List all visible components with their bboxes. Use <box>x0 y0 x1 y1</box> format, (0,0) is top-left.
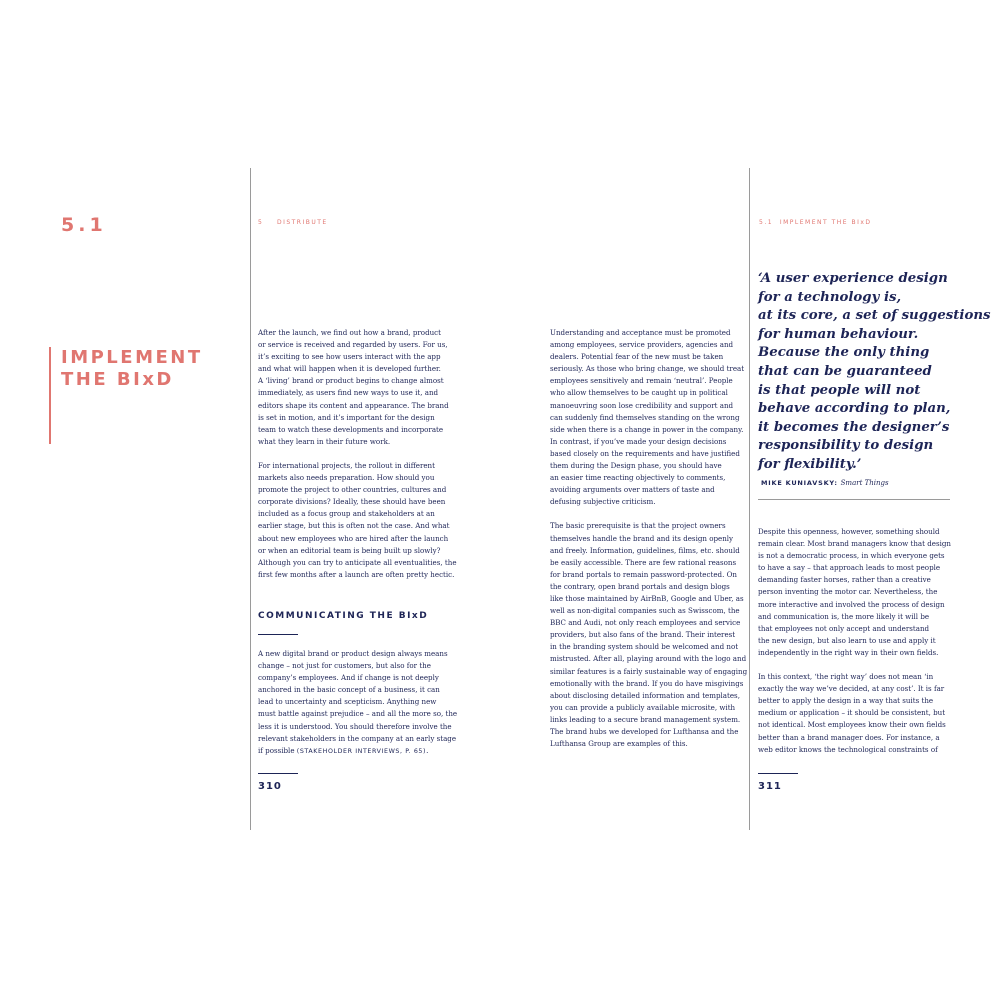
quote-attribution <box>761 479 889 487</box>
text-line: team to watch these developments and incorporate <box>258 424 444 434</box>
text-line: In contrast, if you’ve made your design decisions <box>550 436 727 446</box>
running-head-left: 5 DISTRIBUTE <box>258 219 328 226</box>
text-line: well as non-digital companies such as Swisscom, the <box>550 606 740 616</box>
text-line: them during the Design phase, you should have <box>550 461 722 471</box>
text-line: links leading to a secure brand management system. <box>550 714 741 724</box>
section-subheading: COMMUNICATING THE BIxD <box>258 611 429 621</box>
text-line: must battle against prejudice – and all the more so, the <box>258 709 458 719</box>
text-line: Lufthansa Group are examples of this. <box>550 739 688 749</box>
pull-quote <box>758 270 991 475</box>
text-line: behave according to plan, <box>758 401 951 417</box>
subheading-rule <box>258 634 298 635</box>
paragraph <box>758 526 951 659</box>
text-line: mistrusted. After all, playing around with the logo and <box>550 654 747 664</box>
quote-rule <box>758 499 950 500</box>
text-line: more interactive and involved the process of design <box>758 599 945 609</box>
text-line: The basic prerequisite is that the project owners <box>550 521 726 531</box>
text-line: about disclosing detailed information and templates, <box>550 690 740 700</box>
text-line: or when an editorial team is being built up slowly? <box>258 545 441 555</box>
page-number-right: 311 <box>758 781 782 792</box>
text-line: it’s exciting to see how users interact with the app <box>258 352 441 362</box>
chapter-title-line: IMPLEMENT <box>61 347 203 368</box>
text-line: for human behaviour. <box>758 326 919 342</box>
text-line: markets also needs preparation. How should you <box>258 473 435 483</box>
text-line: Because the only thing <box>758 345 930 361</box>
text-line: it becomes the designer’s <box>758 419 950 435</box>
text-line: relevant stakeholders in the company at an early stage <box>258 733 457 743</box>
text-line: In this context, ‘the right way’ does not mean ‘in <box>758 672 934 682</box>
text-line: immediately, as users find new ways to use it, and <box>258 388 439 398</box>
text-line: The brand hubs we developed for Lufthansa and the <box>550 727 739 736</box>
text-line: A ‘living’ brand or product begins to change almost <box>258 376 444 386</box>
page-edge-left <box>250 168 251 830</box>
paragraph <box>258 648 457 758</box>
text-line: avoiding arguments over matters of taste and <box>550 485 715 495</box>
quote-author: MIKE KUNIAVSKY: <box>761 479 838 487</box>
text-line: lead to uncertainty and scepticism. Anything new <box>258 697 437 707</box>
text-line: similar features is a fairly sustainable way of engaging <box>550 666 748 676</box>
text-line: providers, but also fans of the brand. Their interest <box>550 630 736 640</box>
text-line: for flexibility.’ <box>758 456 862 472</box>
quote-source: Smart Things <box>840 479 889 487</box>
text-line: web editor knows the technological constraints of <box>758 744 938 754</box>
text-line: For international projects, the rollout in different <box>258 460 435 470</box>
text-line: is set in motion, and it’s important for the design <box>258 412 435 422</box>
text-line: BBC and Audi, not only reach employees and service <box>550 618 741 628</box>
text-line: among employees, service providers, agencies and <box>550 340 734 350</box>
paragraph <box>258 460 457 581</box>
text-line: in the branding system should be welcomed and not <box>550 642 739 652</box>
text-line: medium or application – it should be consistent, but <box>758 708 946 718</box>
folio-rule <box>258 773 298 774</box>
text-line: about new employees who are hired after the launch <box>258 533 449 543</box>
text-line: if possible (STAKEHOLDER INTERVIEWS, P. 65). <box>258 745 429 755</box>
text-line: and what will happen when it is developed further. <box>258 364 441 374</box>
body-column-1 <box>258 327 457 593</box>
text-line: Although you can try to anticipate all eventualities, the <box>258 557 457 567</box>
text-line: the contrary, open brand portals and design blogs <box>550 581 730 591</box>
body-column-1-continued <box>258 648 457 770</box>
text-line: person inventing the motor car. Nevertheless, the <box>758 587 938 597</box>
text-line: defusing subjective criticism. <box>550 497 656 507</box>
chapter-title <box>61 347 203 391</box>
text-line: Understanding and acceptance must be promoted <box>550 328 731 337</box>
text-line: based closely on the requirements and have justified <box>550 448 740 458</box>
text-line: less it is understood. You should therefore involve the <box>258 721 452 731</box>
text-line: side when there is a change in power in the company. <box>550 424 744 434</box>
chapter-number: 5.1 <box>61 214 107 236</box>
text-line: demanding faster horses, rather than a creative <box>758 575 931 585</box>
text-line: included as a focus group and stakeholders at an <box>258 509 435 519</box>
page-number-left: 310 <box>258 781 282 792</box>
paragraph <box>758 671 951 756</box>
text-line: responsibility to design <box>758 438 934 454</box>
text-line: seriously. As those who bring change, we should treat <box>550 364 745 374</box>
text-line: earlier stage, but this is often not the case. And what <box>258 521 450 531</box>
paragraph <box>258 327 457 448</box>
folio-rule <box>758 773 798 774</box>
text-line: manoeuvring soon lose credibility and support and <box>550 400 734 410</box>
text-line: who allow themselves to be caught up in political <box>550 388 728 398</box>
text-line: emotionally with the brand. If you do have misgivings <box>550 678 744 688</box>
text-line: you can provide a publicly available microsite, with <box>550 702 736 712</box>
running-head-right: 5.1 IMPLEMENT THE BIxD <box>759 219 872 226</box>
text-line: is not a democratic process, in which everyone gets <box>758 551 945 561</box>
text-line: can suddenly find themselves standing on the wrong <box>550 412 740 422</box>
text-line: or service is received and regarded by users. For us, <box>258 340 448 350</box>
text-line: what they learn in their future work. <box>258 436 391 446</box>
text-line: A new digital brand or product design always means <box>258 649 448 658</box>
text-line: is that people will not <box>758 382 921 398</box>
text-line: at its core, a set of suggestions <box>758 308 991 324</box>
page-edge-right <box>749 168 750 830</box>
text-line: editors shape its content and appearance. The brand <box>258 400 449 410</box>
text-line: company’s employees. And if change is not deeply <box>258 673 439 683</box>
text-line: and freely. Information, guidelines, films, etc. should <box>550 545 740 555</box>
text-line: better to apply the design in a way that suits the <box>758 696 934 706</box>
paragraph <box>550 327 747 508</box>
text-line: change – not just for customers, but also for the <box>258 661 431 671</box>
text-line: remain clear. Most brand managers know that design <box>758 539 951 549</box>
text-line: employees sensitively and remain ‘neutral’. People <box>550 376 733 386</box>
text-line: that can be guaranteed <box>758 363 932 379</box>
text-line: themselves handle the brand and its design openly <box>550 533 734 543</box>
text-line: for a technology is, <box>758 289 902 305</box>
cross-reference: (STAKEHOLDER INTERVIEWS, P. 65) <box>296 747 427 755</box>
text-line: like those maintained by AirBnB, Google and Uber, as <box>550 593 744 603</box>
chapter-title-line: THE BIxD <box>61 369 174 390</box>
text-line: independently in the right way in their own fields. <box>758 647 939 657</box>
text-line: dealers. Potential fear of the new must be taken <box>550 352 724 362</box>
text-line: anchored in the basic concept of a business, it can <box>258 685 440 695</box>
text-line: After the launch, we find out how a brand, product <box>258 328 442 337</box>
text-line: an easier time reacting objectively to comments, <box>550 473 726 483</box>
text-line: better than a brand manager does. For instance, a <box>758 732 940 742</box>
text-line: for brand portals to remain password-protected. On <box>550 569 737 579</box>
text-line: that employees not only accept and understand <box>758 623 930 633</box>
text-line: the new design, but also learn to use and apply it <box>758 635 936 645</box>
text-line: exactly the way we’ve decided, at any cost’. It is far <box>758 684 945 694</box>
accent-bar <box>49 347 51 444</box>
text-line: corporate divisions? Ideally, these should have been <box>258 497 446 507</box>
text-line: be easily accessible. There are few rational reasons <box>550 557 737 567</box>
text-line: and communication is, the more likely it will be <box>758 611 930 621</box>
body-column-2 <box>550 327 747 762</box>
text-line: first few months after a launch are often pretty hectic. <box>258 569 455 579</box>
text-line: ‘A user experience design <box>758 271 948 286</box>
text-line: Despite this openness, however, something should <box>758 527 940 536</box>
text-line: not identical. Most employees know their own fields <box>758 720 946 730</box>
body-column-3 <box>758 526 951 768</box>
paragraph <box>550 520 747 750</box>
text-line: promote the project to other countries, cultures and <box>258 485 447 495</box>
text-line: to have a say – that approach leads to most people <box>758 563 941 573</box>
